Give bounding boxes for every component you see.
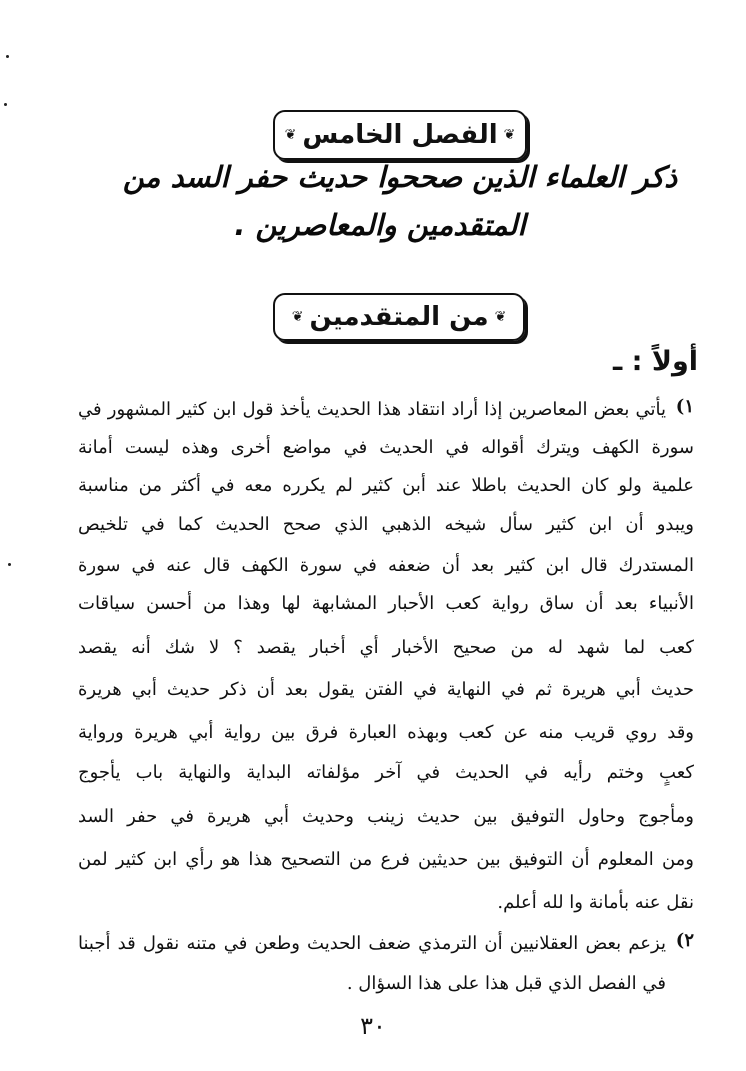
ornament-icon: ❦ xyxy=(284,127,297,143)
text-line: وقد روي قريب منه عن كعب وبهذه العبارة فرق بين رواية أبي هريرة ورواية xyxy=(78,722,694,743)
text-line: الأنبياء بعد أن ساق رواية كعب الأحبار المشابهة لها وهذا من أحسن سياقات xyxy=(78,593,694,614)
text-line: علمية ولو كان الحديث باطلا عند أبن كثير لم يكرره معه في أكثر من مناسبة xyxy=(78,475,694,496)
text-line: نقل عنه بأمانة وا لله أعلم. xyxy=(497,892,694,913)
text-line: حديث أبي هريرة ثم في النهاية في الفتن يقول بعد أن ذكر حديث أبي هريرة xyxy=(78,679,694,700)
scan-speck xyxy=(8,563,11,566)
text-line: يأتي بعض المعاصرين إذا أراد انتقاد هذا الحديث يأخذ قول ابن كثير المشهور في xyxy=(78,399,666,420)
ornament-icon: ❦ xyxy=(291,309,304,325)
scan-speck xyxy=(4,103,7,106)
chapter-headline-line2: المتقدمين والمعاصرين . xyxy=(234,208,526,242)
chapter-title-box xyxy=(273,110,527,160)
text-line: كعب لما شهد له من صحيح الأخبار أي أخبار يقصد ؟ لا شك أنه يقصد xyxy=(78,637,694,658)
text-line: المستدرك قال ابن كثير بعد أن ضعفه في سورة الكهف قال عنه في سورة xyxy=(78,555,694,576)
text-line: ويبدو أن ابن كثير سأل شيخه الذهبي الذي صحح الحديث كما في تلخيص xyxy=(78,514,694,535)
page-number: ٣٠ xyxy=(360,1012,386,1040)
text-line: ومن المعلوم أن التوفيق بين حديثين فرع من التصحيح هذا هو رأي ابن كثير لمن xyxy=(78,849,694,870)
text-line: سورة الكهف ويترك أقواله في الحديث في مواضع أخرى وهذه ليست أمانة xyxy=(78,437,694,458)
text-line: ومأجوج وحاول التوفيق بين حديث زينب وحديث أبي هريرة في حفر السد xyxy=(78,806,694,827)
chapter-headline-line1: ذكر العلماء الذين صححوا حديث حفر السد من xyxy=(122,160,678,194)
text-line: في الفصل الذي قبل هذا على هذا السؤال . xyxy=(346,973,666,994)
section-title-box xyxy=(273,293,525,341)
section-title: من المتقدمين xyxy=(309,302,489,332)
paragraph-number: ٢) xyxy=(675,930,694,951)
text-line: كعبٍ وختم رأيه في الحديث في آخر مؤلفاته البداية والنهاية باب يأجوج xyxy=(78,762,694,783)
chapter-title: الفصل الخامس xyxy=(302,120,498,150)
paragraph-number: ١) xyxy=(675,396,694,417)
section-label: أولاً : ـ xyxy=(613,346,698,377)
ornament-icon: ❦ xyxy=(494,309,507,325)
text-line: يزعم بعض العقلانيين أن الترمذي ضعف الحديث وطعن في متنه نقول قد أجبنا xyxy=(78,933,666,954)
scan-speck xyxy=(6,55,9,58)
ornament-icon: ❦ xyxy=(503,127,516,143)
